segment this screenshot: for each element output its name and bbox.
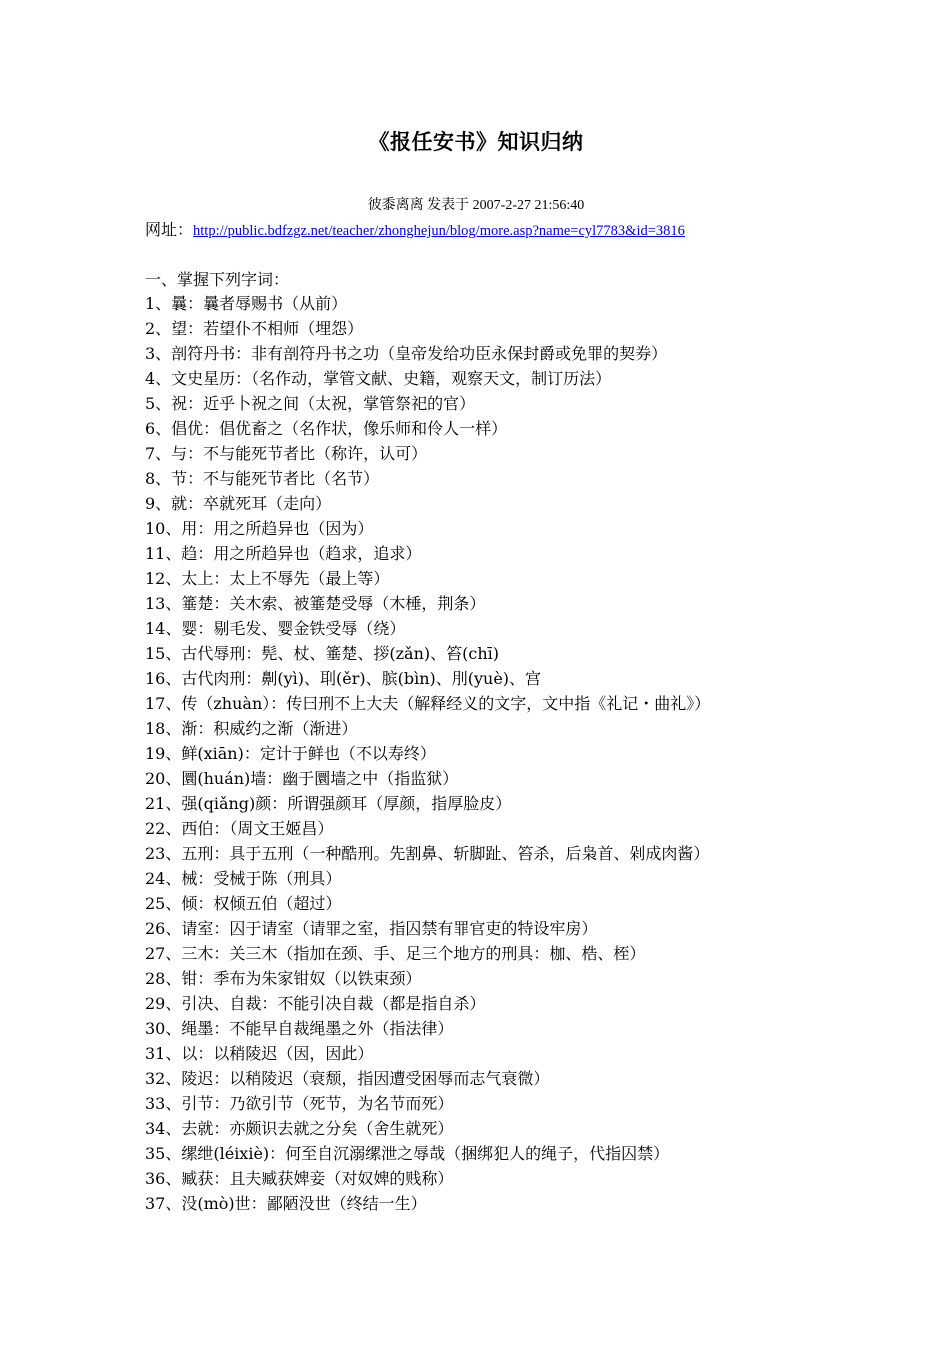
list-item: 9、就：卒就死耳（走向） — [145, 494, 332, 513]
url-line — [145, 217, 685, 240]
list-item: 27、三木：关三木（指加在颈、手、足三个地方的刑具：枷、梏、桎） — [145, 944, 646, 963]
post-meta: 彼黍离离 发表于 2007-2-27 21:56:40 — [367, 198, 585, 213]
list-item: 29、引决、自裁：不能引决自裁（都是指自杀） — [145, 994, 486, 1013]
list-item: 21、强(qiǎng)颜：所谓强颜耳（厚颜，指厚脸皮） — [145, 794, 512, 813]
list-item: 3、剖符丹书：非有剖符丹书之功（皇帝发给功臣永保封爵或免罪的契券） — [145, 344, 668, 363]
list-item: 13、箠楚：关木索、被箠楚受辱（木棰，荆条） — [145, 594, 486, 613]
list-item: 17、传（zhuàn）：传曰刑不上大夫（解释经义的文字，文中指《礼记・曲礼》） — [145, 694, 711, 713]
list-item: 36、臧获：且夫臧获婢妾（对奴婢的贱称） — [145, 1169, 454, 1188]
list-item: 18、渐：积威约之渐（渐进） — [145, 719, 358, 738]
list-item: 25、倾：权倾五伯（超过） — [145, 894, 342, 913]
list-item: 30、绳墨：不能早自裁绳墨之外（指法律） — [145, 1019, 454, 1038]
list-item: 22、西伯：（周文王姬昌） — [145, 819, 334, 838]
list-item: 28、钳：季布为朱家钳奴（以铁束颈） — [145, 969, 422, 988]
list-item: 7、与：不与能死节者比（称许，认可） — [145, 444, 428, 463]
list-item: 6、倡优：倡优畜之（名作状，像乐师和伶人一样） — [145, 419, 508, 438]
list-item: 35、缧绁(léixiè)：何至自沉溺缧泄之辱哉（捆绑犯人的绳子，代指囚禁） — [145, 1144, 670, 1163]
list-item: 16、古代肉刑：劓(yì)、刵(ěr)、膑(bìn)、刖(yuè)、宫 — [145, 669, 542, 688]
url-label: 网址： — [145, 220, 194, 239]
list-item: 23、五刑：具于五刑（一种酷刑。先割鼻、斩脚趾、笞杀，后枭首、剁成肉酱） — [145, 844, 710, 863]
list-item: 37、没(mò)世：鄙陋没世（终结一生） — [145, 1194, 427, 1213]
list-item: 1、曩：曩者辱赐书（从前） — [145, 294, 348, 313]
list-item: 4、文史星历：（名作动，掌管文献、史籍，观察天文，制订历法） — [145, 369, 612, 388]
list-item: 20、圜(huán)墙：幽于圜墙之中（指监狱） — [145, 769, 459, 788]
list-item: 31、以：以稍陵迟（因，因此） — [145, 1044, 374, 1063]
list-item: 15、古代辱刑：髡、杖、箠楚、拶(zǎn)、笞(chī) — [145, 644, 499, 663]
list-item: 8、节：不与能死节者比（名节） — [145, 469, 380, 488]
vocabulary-list — [145, 291, 935, 1216]
list-item: 2、望：若望仆不相师（埋怨） — [145, 319, 364, 338]
list-item: 32、陵迟：以稍陵迟（衰颓，指因遭受困辱而志气衰微） — [145, 1069, 550, 1088]
list-item: 26、请室：囚于请室（请罪之室，指囚禁有罪官吏的特设牢房） — [145, 919, 598, 938]
list-item: 11、趋：用之所趋异也（趋求，追求） — [145, 544, 422, 563]
list-item: 33、引节：乃欲引节（死节，为名节而死） — [145, 1094, 454, 1113]
document-title: 《报任安书》知识归纳 — [368, 129, 584, 154]
list-item: 14、婴：剔毛发、婴金铁受辱（绕） — [145, 619, 406, 638]
source-url-link[interactable]: http://public.bdfzgz.net/teacher/zhonghejun/blog/more.asp?name=cyl7783&id=3816 — [193, 223, 685, 239]
list-item: 34、去就：亦颇识去就之分矣（舍生就死） — [145, 1119, 454, 1138]
list-item: 12、太上：太上不辱先（最上等） — [145, 569, 390, 588]
section-heading: 一、掌握下列字词： — [145, 270, 290, 289]
list-item: 5、祝：近乎卜祝之间（太祝，掌管祭祀的官） — [145, 394, 476, 413]
list-item: 19、鲜(xiān)：定计于鲜也（不以寿终） — [145, 744, 436, 763]
list-item: 10、用：用之所趋异也（因为） — [145, 519, 374, 538]
list-item: 24、械：受械于陈（刑具） — [145, 869, 342, 888]
